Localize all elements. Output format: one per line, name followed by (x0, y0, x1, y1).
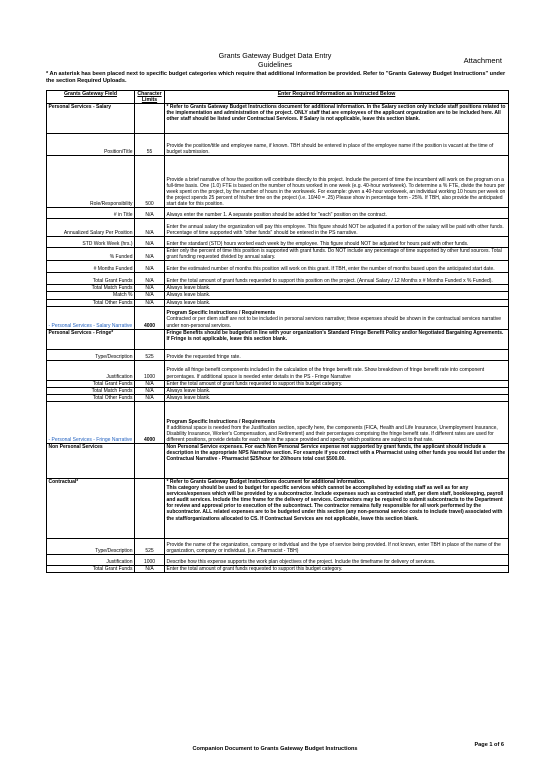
row-character-limit: N/A (135, 292, 165, 299)
row-field-name: Total Grant Funds (47, 565, 135, 572)
row-character-limit: 4000 (135, 306, 165, 329)
row-instructions: Enter the annual salary the organization will pay this employee. This figure should NOT be adjusted if a portion of the salary will be paid with other funds. Percentage of time supported with "other funds" should be entered in the PS narrative. (165, 219, 509, 237)
row-field-name: Type/Description (47, 349, 135, 360)
row-instructions: Enter the estimated number of months this position will work on this grant. If TBH, enter the number of months based upon the anticipated start date. (165, 261, 509, 273)
document-subtitle: Guidelines (258, 59, 292, 69)
row-character-limit: 55 (135, 134, 165, 156)
table-row (47, 134, 509, 156)
row-instructions: Always leave blank. (165, 394, 509, 401)
row-character-limit: 525 (135, 538, 165, 554)
row-field-name: Non Personal Services (47, 443, 135, 478)
row-instructions: Non Personal Service expenses. For each Non Personal Service expense not supported by grant funds, the applicant should include a description in the appropriate NPS Narrative section. For example if you contract with a Pharmacist using other funds you would list under the Contractual Narrative - Pharmacist $25/hour for 20/hours total cost $500.00. (165, 443, 509, 478)
row-field-name: - Personal Services - Salary Narrative (47, 306, 135, 329)
row-character-limit: N/A (135, 248, 165, 261)
table-row (47, 248, 509, 261)
row-field-name: Match % (47, 292, 135, 299)
table-row (47, 360, 509, 380)
document-title: Grants Gateway Budget Data Entry (218, 51, 332, 60)
row-character-limit: N/A (135, 387, 165, 394)
row-field-name: Total Other Funds (47, 394, 135, 401)
row-character-limit: N/A (135, 261, 165, 273)
table-row (47, 387, 509, 394)
table-row (47, 208, 509, 219)
row-field-name: Total Grant Funds (47, 380, 135, 387)
table-row (47, 538, 509, 554)
footer-companion: Companion Document to Grants Gateway Budget Instructions (192, 746, 358, 752)
row-instructions: Program Specific Instructions / Requirements If additional space is needed from the Justification section, specify here, the components (FICA, Health and Life Insurance, Unemployment Insurance, Disability Insurance, Worker's Compensation, and Retirement) and their percentages comprising the fringe benefit rate. If different rates are used for different positions, provide details for each rate in the space provided and specify which positions are subject to that rate. (165, 401, 509, 443)
row-field-name: Position/Title (47, 134, 135, 156)
guidelines-table (46, 90, 509, 573)
row-instructions: Enter the total amount of grant funds requested to support this budget category. (165, 380, 509, 387)
row-character-limit: N/A (135, 237, 165, 248)
table-row (47, 394, 509, 401)
row-field-name: Annualized Salary Per Position (47, 219, 135, 237)
table-row (47, 380, 509, 387)
row-character-limit: N/A (135, 299, 165, 306)
row-instructions: Always leave blank. (165, 299, 509, 306)
column-header-field: Grants Gateway Field (47, 91, 135, 104)
row-field-name: Contractual* (47, 478, 135, 538)
row-field-name: Personal Services - Fringe* (47, 329, 135, 349)
row-field-name: Total Grant Funds (47, 273, 135, 285)
table-row (47, 292, 509, 299)
table-row (47, 156, 509, 208)
row-instructions: Always enter the number 1. A separate position should be added for "each" position on the contract. (165, 208, 509, 219)
row-instructions: * Refer to Grants Gateway Budget Instructions document for additional information. In the Salary section only include staff positions related to the implementation and administration of the project. ONLY staff that are employees of the applicant organization are to be included here. All other staff should be listed under Contractual Services. If Salary is not applicable, leave this section blank. (165, 104, 509, 134)
table-row (47, 237, 509, 248)
column-header-limit: Character Limits (135, 91, 165, 104)
row-instructions: Fringe Benefits should be budgeted in line with your organization's Standard Fringe Benefit Policy and/or Negotiated Bargaining Agreements. If Fringe is not applicable, leave this section blank. (165, 329, 509, 349)
row-character-limit (135, 443, 165, 478)
table-header-row (47, 91, 509, 104)
row-field-name: # in Title (47, 208, 135, 219)
table-row (47, 299, 509, 306)
row-character-limit: N/A (135, 285, 165, 292)
row-character-limit: N/A (135, 273, 165, 285)
row-instructions: Always leave blank. (165, 292, 509, 299)
narrative-heading: Program Specific Instructions / Requirements (166, 310, 276, 317)
narrative-heading: Program Specific Instructions / Requirements (166, 418, 276, 425)
row-instructions: Enter the standard (STD) hours worked each week by the employee. This figure should NOT be adjusted for hours paid with other funds. (165, 237, 509, 248)
row-instructions: * Refer to Grants Gateway Budget Instructions document for additional information. This category should be used to budget for specific services which cannot be accomplished by existing staff as well as for any services/expenses which will be provided by a subcontractor. Include expenses such as contracted staff, per diem staff, bookkeeping, payroll and audit services. Include the time frame for the delivery of services. Contractors may be required to submit subcontracts to the Department for review and approval prior to execution of the subcontract. The contractor remains fully responsible for all work performed by the subcontractor. ALL related expenses are to be budgeted under this section (any non-personal service costs to include travel) associated with the staff/organizations allocated to CS. If Contractual Services are not applicable, leave this section blank. (165, 478, 509, 538)
row-field-name: Total Match Funds (47, 387, 135, 394)
row-character-limit: 500 (135, 156, 165, 208)
page-number: Page 1 of 6 (474, 742, 504, 748)
row-field-name: Justification (47, 554, 135, 565)
row-field-name: Role/Responsibility (47, 156, 135, 208)
row-character-limit: 1000 (135, 554, 165, 565)
row-character-limit (135, 104, 165, 134)
attachment-label: Attachment (463, 56, 502, 65)
table-row (47, 329, 509, 349)
table-row (47, 554, 509, 565)
table-row (47, 443, 509, 478)
row-character-limit (135, 478, 165, 538)
column-header-info: Enter Required Information as Instructed Below (165, 91, 509, 104)
row-instructions: Describe how this expense supports the work plan objectives of the project. Include the timeframe for delivery of services. (165, 554, 509, 565)
table-body (47, 104, 509, 573)
row-character-limit: 1000 (135, 360, 165, 380)
row-field-name: Justification (47, 360, 135, 380)
row-character-limit: N/A (135, 208, 165, 219)
table-row (47, 261, 509, 273)
row-field-name: Total Match Funds (47, 285, 135, 292)
row-instructions: Provide the name of the organization, company or individual and the type of service being provided. If not known, enter TBH in place of the name of the organization, company or individual. (i.e. Pharmacist - TBH) (165, 538, 509, 554)
row-instructions: Provide a brief narrative of how the position will contribute directly to this project. Include the percent of time the incumbent will work on the program on a full-time basis. One (1.0) FTE is based on the number of hours worked in one week (e.g. 40-hour workweek). To determine a % FTE, divide the hours per week spent on the project, by the number of hours in the workweek. For example: given a 40-hour workweek, an individual working 10 hours per week on the project spends 25 percent of his/her time on the project (i.e. 10/40 = .25) Please show in percentage form - 25%. If TBH, also provide the anticipated start date for this position. (165, 156, 509, 208)
table-row (47, 219, 509, 237)
table-row (47, 285, 509, 292)
table-row (47, 306, 509, 329)
row-field-name: Total Other Funds (47, 299, 135, 306)
row-field-name: # Months Funded (47, 261, 135, 273)
row-instructions: Provide the position/title and employee name, if known. TBH should be entered in place of the employee name if the position is vacant at the time of budget submission. (165, 134, 509, 156)
table-row (47, 401, 509, 443)
row-instructions: Enter only the percent of time this position is supported with grant funds. Do NOT include any percentage of time supported by other fund sources. Total grant funding requested divided by annual salary. (165, 248, 509, 261)
row-field-name: - Personal Services - Fringe Narrative (47, 401, 135, 443)
table-row (47, 273, 509, 285)
row-instructions: Program Specific Instructions / Requirements Contracted or per diem staff are not to be included in personal services narrative; these expenses should be shown in the contractual services narrative under non-personal services. (165, 306, 509, 329)
row-instructions: Enter the total amount of grant funds requested to support this budget category. (165, 565, 509, 572)
row-instructions: Always leave blank. (165, 387, 509, 394)
row-character-limit: N/A (135, 219, 165, 237)
row-character-limit: 4000 (135, 401, 165, 443)
row-instructions: Provide the requested fringe rate. (165, 349, 509, 360)
row-character-limit: N/A (135, 565, 165, 572)
table-row (47, 478, 509, 538)
row-field-name: STD Work Week (hrs.) (47, 237, 135, 248)
row-field-name: Personal Services - Salary (47, 104, 135, 134)
row-field-name: Type/Description (47, 538, 135, 554)
row-character-limit: N/A (135, 394, 165, 401)
table-row (47, 349, 509, 360)
row-character-limit (135, 329, 165, 349)
row-field-name: % Funded (47, 248, 135, 261)
row-character-limit: 525 (135, 349, 165, 360)
row-character-limit: N/A (135, 380, 165, 387)
row-instructions: Provide all fringe benefit components included in the calculation of the fringe benefit rate. Show breakdown of fringe benefit rate into component percentages. If additional space is needed enter details in the PS - Fringe Narrative (165, 360, 509, 380)
table-row (47, 104, 509, 134)
row-instructions: Always leave blank. (165, 285, 509, 292)
table-row (47, 565, 509, 572)
intro-note: * An asterisk has been placed next to specific budget categories which require that additional information be provided. Refer to "Grants Gateway Budget Instructions" under the section Required Uploads. (46, 71, 506, 84)
row-instructions: Enter the total amount of grant funds requested to support this position on the project. (Annual Salary / 12 Months x # Months Funded x % Funded). (165, 273, 509, 285)
